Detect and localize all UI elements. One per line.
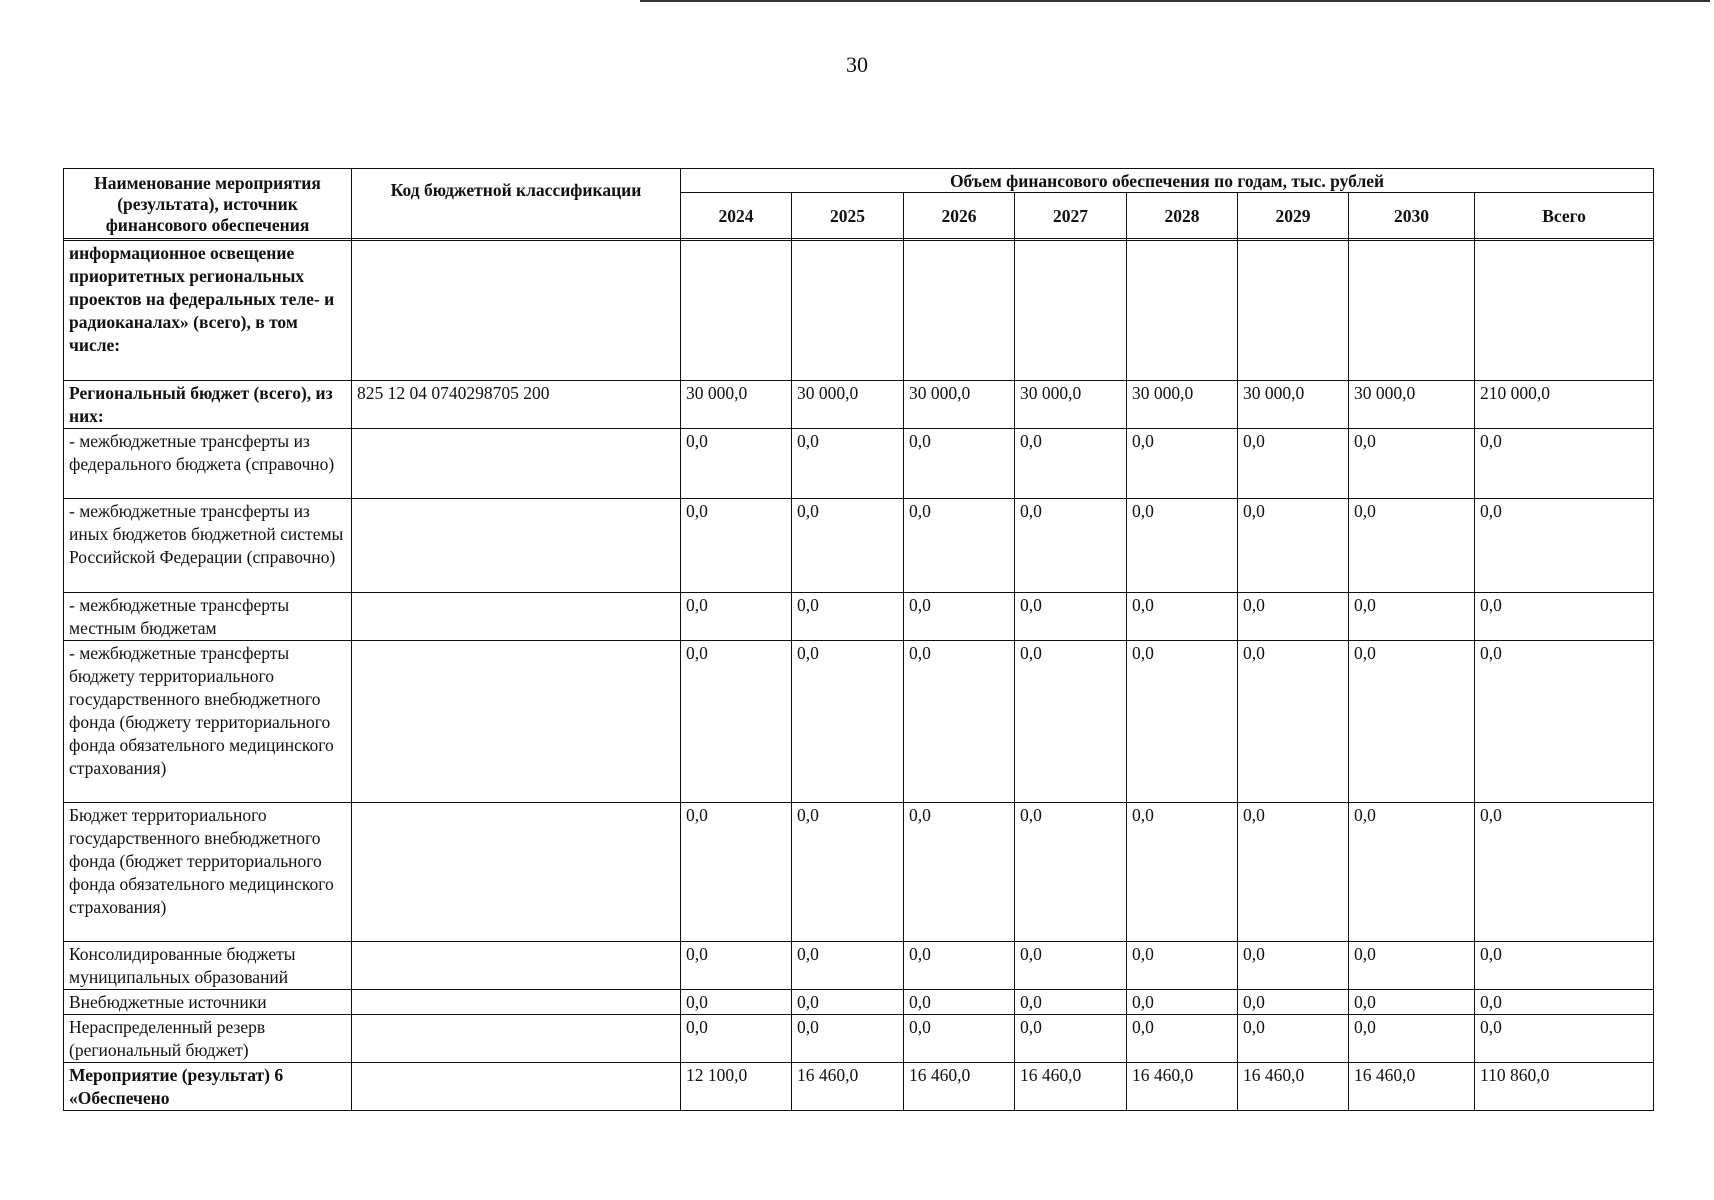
row-value: 0,0 [1238,990,1349,1015]
row-value: 110 860,0 [1475,1063,1654,1111]
table-row [64,803,1654,942]
budget-table [63,168,1654,1111]
row-value: 0,0 [1015,803,1127,942]
row-value: 0,0 [1015,990,1127,1015]
row-code [352,1015,681,1063]
row-value: 16 460,0 [792,1063,904,1111]
row-value: 30 000,0 [1238,381,1349,429]
header-year: 2029 [1238,193,1349,239]
row-value: 16 460,0 [904,1063,1015,1111]
row-value: 0,0 [1475,499,1654,593]
row-name: информационное освещение приоритетных региональных проектов на федеральных теле- и радиоканалах» (всего), в том числе: [64,241,352,381]
row-value: 0,0 [1475,803,1654,942]
row-value: 0,0 [1127,1015,1238,1063]
header-year: 2028 [1127,193,1238,239]
row-value: 0,0 [681,1015,792,1063]
row-name: Нераспределенный резерв (региональный бюджет) [64,1015,352,1063]
row-name: - межбюджетные трансферты местным бюджетам [64,593,352,641]
row-value: 0,0 [1475,990,1654,1015]
row-value [1015,241,1127,381]
row-name: Региональный бюджет (всего), из них: [64,381,352,429]
row-value: 0,0 [1127,429,1238,499]
row-value: 0,0 [904,593,1015,641]
row-value: 0,0 [792,803,904,942]
row-value: 0,0 [1475,942,1654,990]
table-row [64,593,1654,641]
row-value: 0,0 [904,499,1015,593]
row-value: 0,0 [1238,429,1349,499]
row-value: 0,0 [1475,593,1654,641]
row-value: 0,0 [904,429,1015,499]
row-value: 0,0 [1349,942,1475,990]
row-code [352,641,681,803]
table-row [64,1015,1654,1063]
row-value: 0,0 [1349,990,1475,1015]
row-value: 16 460,0 [1349,1063,1475,1111]
row-name: Консолидированные бюджеты муниципальных образований [64,942,352,990]
row-value: 0,0 [681,593,792,641]
row-value: 0,0 [1238,803,1349,942]
row-value: 30 000,0 [681,381,792,429]
row-value: 0,0 [1015,429,1127,499]
row-code [352,593,681,641]
row-value: 30 000,0 [1015,381,1127,429]
row-value: 0,0 [792,429,904,499]
row-value: 0,0 [1349,499,1475,593]
row-code: 825 12 04 0740298705 200 [352,381,681,429]
row-value: 16 460,0 [1238,1063,1349,1111]
row-value: 0,0 [1349,1015,1475,1063]
row-value: 0,0 [1475,1015,1654,1063]
row-value: 0,0 [904,803,1015,942]
row-value: 0,0 [792,990,904,1015]
table-row [64,499,1654,593]
row-value: 12 100,0 [681,1063,792,1111]
table-row [64,641,1654,803]
row-value: 0,0 [792,1015,904,1063]
table-row [64,1063,1654,1111]
table-row [64,381,1654,429]
row-value: 0,0 [904,1015,1015,1063]
row-value: 30 000,0 [1127,381,1238,429]
row-value: 0,0 [904,990,1015,1015]
row-value: 0,0 [1127,990,1238,1015]
row-value: 0,0 [681,429,792,499]
row-value: 0,0 [1475,641,1654,803]
row-value: 0,0 [1015,593,1127,641]
page-number: 30 [846,52,868,77]
row-value: 30 000,0 [792,381,904,429]
header-total: Всего [1475,193,1654,239]
row-value: 0,0 [904,942,1015,990]
row-value [681,241,792,381]
row-value: 0,0 [1238,1015,1349,1063]
row-value: 0,0 [1015,499,1127,593]
table-row [64,429,1654,499]
header-name: Наименование мероприятия (результата), источник финансового обеспечения [64,169,352,239]
row-value: 0,0 [792,499,904,593]
row-value: 0,0 [1127,593,1238,641]
header-year: 2030 [1349,193,1475,239]
row-value: 0,0 [1349,641,1475,803]
header-year: 2026 [904,193,1015,239]
header-code: Код бюджетной классификации [352,169,681,239]
row-value: 0,0 [1349,593,1475,641]
row-code [352,803,681,942]
row-value [1349,241,1475,381]
row-value: 0,0 [1127,942,1238,990]
row-name: - межбюджетные трансферты из федерального бюджета (справочно) [64,429,352,499]
row-code [352,1063,681,1111]
row-value: 30 000,0 [904,381,1015,429]
row-value: 0,0 [1238,593,1349,641]
row-value: 0,0 [792,942,904,990]
row-value [1127,241,1238,381]
header-year: 2024 [681,193,792,239]
row-value [904,241,1015,381]
row-value [792,241,904,381]
row-value: 0,0 [1127,499,1238,593]
row-value: 0,0 [1238,499,1349,593]
row-value: 30 000,0 [1349,381,1475,429]
row-value: 0,0 [681,641,792,803]
row-value: 0,0 [1349,803,1475,942]
row-name: Мероприятие (результат) 6 «Обеспечено [64,1063,352,1111]
row-value [1475,241,1654,381]
row-code [352,241,681,381]
row-value: 0,0 [1475,429,1654,499]
row-value: 0,0 [1349,429,1475,499]
header-volume: Объем финансового обеспечения по годам, тыс. рублей [681,169,1654,193]
header-year: 2025 [792,193,904,239]
row-value: 16 460,0 [1015,1063,1127,1111]
row-value: 0,0 [1238,641,1349,803]
table-row [64,241,1654,381]
row-value: 0,0 [1015,1015,1127,1063]
row-value: 0,0 [1015,942,1127,990]
top-border-line [640,0,1710,2]
row-value: 0,0 [904,641,1015,803]
row-code [352,990,681,1015]
row-value [1238,241,1349,381]
table-row [64,990,1654,1015]
row-value: 0,0 [1238,942,1349,990]
row-value: 0,0 [792,641,904,803]
table-row [64,942,1654,990]
header-year: 2027 [1015,193,1127,239]
row-value: 0,0 [681,499,792,593]
row-name: Внебюджетные источники [64,990,352,1015]
row-value: 0,0 [681,990,792,1015]
row-code [352,942,681,990]
row-code [352,499,681,593]
row-name: - межбюджетные трансферты из иных бюджетов бюджетной системы Российской Федерации (справочно) [64,499,352,593]
row-value: 16 460,0 [1127,1063,1238,1111]
row-name: Бюджет территориального государственного внебюджетного фонда (бюджет территориального фонда обязательного медицинского страхования) [64,803,352,942]
row-value: 0,0 [792,593,904,641]
row-code [352,429,681,499]
row-value: 0,0 [1015,641,1127,803]
row-value: 0,0 [681,942,792,990]
row-value: 0,0 [1127,803,1238,942]
row-value: 0,0 [681,803,792,942]
row-value: 210 000,0 [1475,381,1654,429]
row-name: - межбюджетные трансферты бюджету территориального государственного внебюджетного фонда (бюджету территориального фонда обязательного медицинского страхования) [64,641,352,803]
row-value: 0,0 [1127,641,1238,803]
